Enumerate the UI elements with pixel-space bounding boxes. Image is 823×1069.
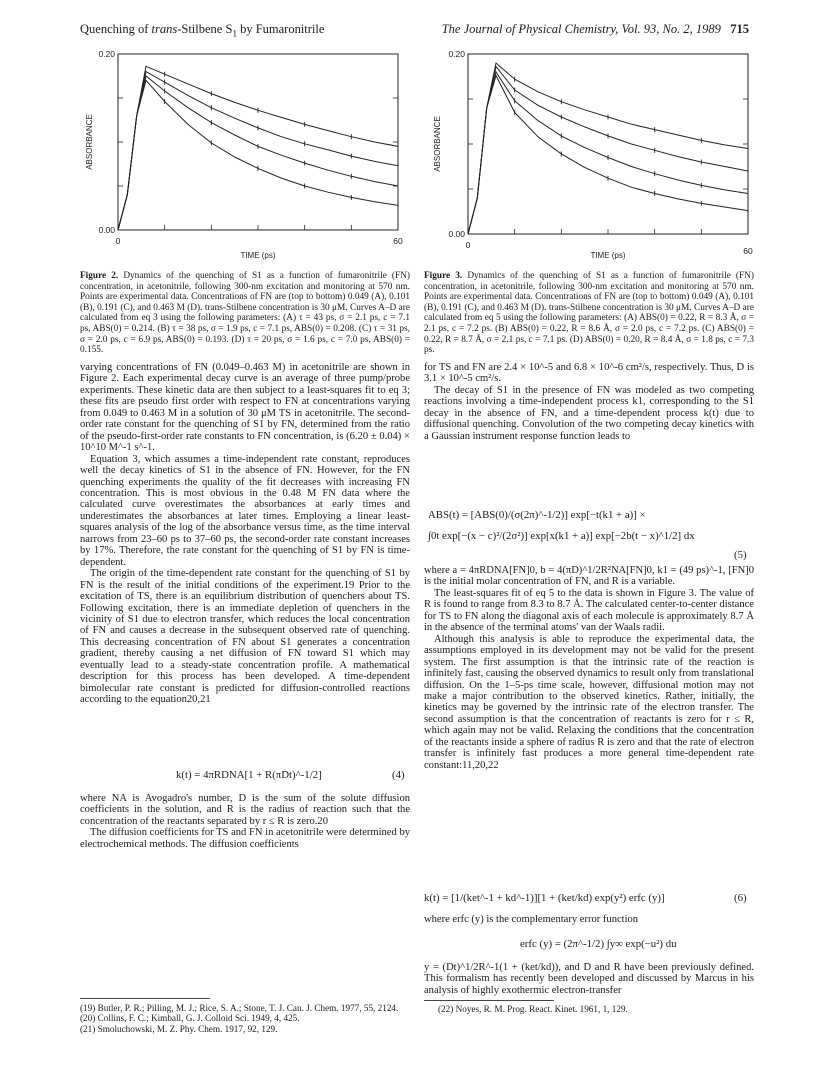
x-tick-right: 60 bbox=[743, 246, 753, 256]
paragraph: y = (Dt)^1/2R^-1(1 + (ket/kd)), and D and R have been previously defined. This formalism has recently been developed and discussed by Marcus in his analysis of highly exothermic electron-transfer bbox=[424, 962, 754, 996]
paragraph: for TS and FN are 2.4 × 10^-5 and 6.8 × 10^-6 cm²/s, respectively. Thus, D is 3.1 × 10^-5 cm²/s. bbox=[424, 362, 754, 385]
y-axis-label: ABSORBANCE bbox=[85, 114, 94, 170]
equation-4-number: (4) bbox=[392, 769, 405, 781]
plot-frame bbox=[468, 54, 748, 234]
y-tick-top: 0.20 bbox=[98, 49, 115, 59]
paragraph: The decay of S1 in the presence of FN was modeled as two competing reactions involving a time-independent process k1, corresponding to the S1 decay in the absence of FN, and a time-dependent process k(t) due to diffusional quenching. Convolution of the two competing decay kinetics with a Gaussian instrument response function leads to bbox=[424, 384, 754, 442]
figure-3-caption: Figure 3. Dynamics of the quenching of S1 as a function of fumaronitrile (FN) concentration, in acetonitrile, following 300-nm excitation and monitoring at 570 nm. Points are experimental data. Concentrations of FN are (top to bottom) 0.049 (A), 0.101 (B), 0.191 (C), and 0.463 M (D). trans-Stilbene concentration is 30 μM. Curves A–D are calculated from eq 5 using the following parameters: (A) ABS(0) = 0.22, R = 8.3 Å, σ = 2.1 ps, c = 7.2 ps. (B) ABS(0) = 0.22, R = 8.6 Å, σ = 2.0 ps, c = 7.2 ps. (C) ABS(0) = 0.22, R = 8.7 Å, σ = 2.1 ps, c = 7.1 ps. (D) ABS(0) = 0.20, R = 8.4 Å, σ = 1.8 ps, c = 7.3 ps. bbox=[424, 271, 754, 356]
footnote-20: (20) Collins, F. C.; Kimball, G. J. Colloid Sci. 1949, 4, 425. bbox=[80, 1013, 300, 1024]
series-line-D bbox=[468, 76, 748, 234]
figure-2-caption: Figure 2. Dynamics of the quenching of S1 as a function of fumaronitrile (FN) concentration, in acetonitrile, following 300-nm excitation and monitoring at 570 nm. Points are experimental data. Concentrations of FN are (top to bottom) 0.049 (A), 0.101 (B), 0.191 (C), and 0.463 M (D). trans-Stilbene concentration is 30 μM. Curves A–D are calculated from eq 3 using the following parameters: (A) τ = 43 ps, σ = 2.1 ps, c = 7.1 ps, ABS(0) = 0.214. (B) τ = 38 ps, σ = 1.9 ps, c = 7.1 ps, ABS(0) = 0.208. (C) τ = 31 ps, σ = 2.0 ps, c = 6.9 ps, ABS(0) = 0.193. (D) τ = 20 ps, σ = 1.6 ps, c = 7.0 ps, ABS(0) = 0.155. bbox=[80, 271, 410, 356]
y-tick-bottom: 0.00 bbox=[98, 225, 115, 235]
paragraph: where NA is Avogadro's number, D is the sum of the solute diffusion coefficients in the solution, and R is the radius of reaction such that the concentration of the reactants separated by r ≤ R is zero.20 bbox=[80, 793, 410, 827]
x-axis-label: TIME (ps) bbox=[240, 251, 276, 260]
equation-5-line-1: ABS(t) = [ABS(0)/(σ(2π)^-1/2)] exp[−t(k1 + a)] × bbox=[428, 509, 646, 521]
right-column-body-3 bbox=[424, 914, 754, 925]
paragraph: Although this analysis is able to reproduce the experimental data, the assumptions employed in its development may not be valid for the present system. The first assumption is that the intrinsic rate of the reaction is infinitely fast, causing the observed dynamics to result only from translational diffusion. On the 1–5-ps time scale, however, diffusional motion may not make a major contribution to the observed kinetics. Rather, initially, the kinetics may be governed by the intrinsic rate of the electron transfer. The second assumption is that the concentration of reactants is zero for r ≤ R, which again may not be valid. Relaxing the conditions that the concentration of the reactants inside a sphere of radius R is zero and that the rate of electron transfer is infinitely fast produces a more general time-dependent rate constant:11,20,22 bbox=[424, 633, 754, 771]
footnote-19: (19) Butler, P. R.; Pilling, M. J.; Rice, S. A.; Stone, T. J. Can. J. Chem. 1977, 55, 2124. bbox=[80, 1003, 399, 1013]
paragraph: where a = 4πRDNA[FN]0, b = 4(πD)^1/2R²NA[FN]0, k1 = (49 ps)^-1, [FN]0 is the initial molar concentration of FN, and R is a variable. bbox=[424, 565, 754, 588]
plot-frame bbox=[118, 54, 398, 230]
x-axis-label: TIME (ps) bbox=[590, 251, 626, 260]
series-line-C bbox=[468, 72, 748, 234]
footnote-rule bbox=[80, 998, 210, 999]
figure-3-plot bbox=[424, 48, 754, 268]
paragraph: Equation 3, which assumes a time-independent rate constant, reproduces well the decay kinetics of S1 in the absence of FN. However, for the FN quenching experiments the quality of the fit decreases with increasing FN concentration. This is most obvious in the 0.48 M FN data where the calculated curve overestimates the absorbances at early times and underestimates the absorbances at later times. Employing a linear least-squares analysis of the log of the absorbance versus time, as the time interval narrows from 23–60 ps to 37–60 ps, the second-order rate constant increases by 17%. Therefore, the rate constant for the quenching of S1 by FN is time-dependent. bbox=[80, 453, 410, 568]
paragraph: The least-squares fit of eq 5 to the data is shown in Figure 3. The value of R is found to range from 8.3 to 8.7 Å. The calculated center-to-center distance for TS to FN along the diagonal axis of each molecule is approximately 8.7 Å in the absence of the terminal atoms' van der Waals radii. bbox=[424, 587, 754, 634]
y-axis-label: ABSORBANCE bbox=[433, 116, 442, 172]
series-line-C bbox=[118, 76, 398, 230]
left-column-body bbox=[80, 362, 410, 706]
series-line-B bbox=[468, 67, 748, 234]
y-tick-bottom: 0.00 bbox=[448, 229, 465, 239]
footnotes-left bbox=[80, 1003, 410, 1034]
equation-erfc: erfc (y) = (2π^-1/2) ∫y∞ exp(−u²) du bbox=[520, 938, 677, 950]
x-tick-left: 0 bbox=[465, 240, 471, 250]
journal-header: The Journal of Physical Chemistry, Vol. 93, No. 2, 1989 715 bbox=[441, 22, 749, 36]
equation-5-number: (5) bbox=[734, 549, 747, 561]
footnote-22: (22) Noyes, R. M. Prog. React. Kinet. 1961, 1, 129. bbox=[438, 1004, 628, 1014]
equation-5-line-2: ∫0t exp[−(x − c)²/(2σ²)] exp[x(k1 + a)] exp[−2b(t − x)^1/2] dx bbox=[428, 530, 695, 542]
y-tick-top: 0.20 bbox=[448, 49, 465, 59]
equation-6-number: (6) bbox=[734, 892, 747, 904]
footnotes-right bbox=[438, 1004, 754, 1014]
paragraph: varying concentrations of FN (0.049–0.463 M) in acetonitrile are shown in Figure 2. Each experimental decay curve is an average of three pump/probe experiments. These kinetic data are then subject to a least-squares fit to eq 3; these fits are pseudo first order with respect to FN at concentrations varying from 0.049 to 0.463 M in a solution of 30 μM TS in acetonitrile. The second-order rate constant for the quenching of S1 by FN, determined from the ratio of the pseudo-first-order rate constants to FN concentration, is (6.20 ± 0.04) × 10^10 M^-1 s^-1. bbox=[80, 362, 410, 454]
figure-2-plot bbox=[80, 48, 410, 268]
right-column-body bbox=[424, 362, 754, 442]
right-column-body-2 bbox=[424, 565, 754, 771]
left-column-body-2 bbox=[80, 793, 410, 850]
series-line-A bbox=[468, 63, 748, 234]
paragraph: where erfc (y) is the complementary error function bbox=[424, 914, 639, 925]
running-title: Quenching of trans-Stilbene $S_1$ by Fumaronitrile bbox=[80, 22, 325, 39]
right-column-body-4 bbox=[424, 962, 754, 996]
x-tick-left: 0 bbox=[115, 236, 121, 246]
series-line-D bbox=[118, 80, 398, 230]
footnote-rule bbox=[424, 1000, 554, 1001]
footnote-21: (21) Smoluchowski, M. Z. Phy. Chem. 1917, 92, 129. bbox=[80, 1023, 278, 1034]
x-tick-right: 60 bbox=[393, 236, 403, 246]
equation-6: k(t) = [1/(ket^-1 + kd^-1)][1 + (ket/kd) exp(y²) erfc (y)] bbox=[424, 892, 665, 904]
series-line-B bbox=[118, 72, 398, 230]
paragraph: The diffusion coefficients for TS and FN in acetonitrile were determined by electrochemical methods. The diffusion coefficients bbox=[80, 827, 410, 850]
equation-4: k(t) = 4πRDNA[1 + R(πDt)^-1/2] bbox=[176, 769, 322, 781]
paragraph: The origin of the time-dependent rate constant for the quenching of S1 by FN is the result of the initial conditions of the experiment.19 Prior to the excitation of TS, there is an equilibrium distribution of quenchers about TS. Following excitation, there is an immediate depletion of quenchers in the vicinity of S1 due to electron transfer, which reduces the local concentration of FN and causes a decrease in the subsequent observed rate of quenching. This decreasing concentration of FN about S1 generates a concentration gradient, thereby causing a net diffusion of FN toward S1 which may eventually lead to a steady-state concentration profile. A mathematical description for this process has been developed. A time-dependent bimolecular rate constant is predicted for diffusion-controlled reactions according to the equation20,21 bbox=[80, 568, 410, 706]
